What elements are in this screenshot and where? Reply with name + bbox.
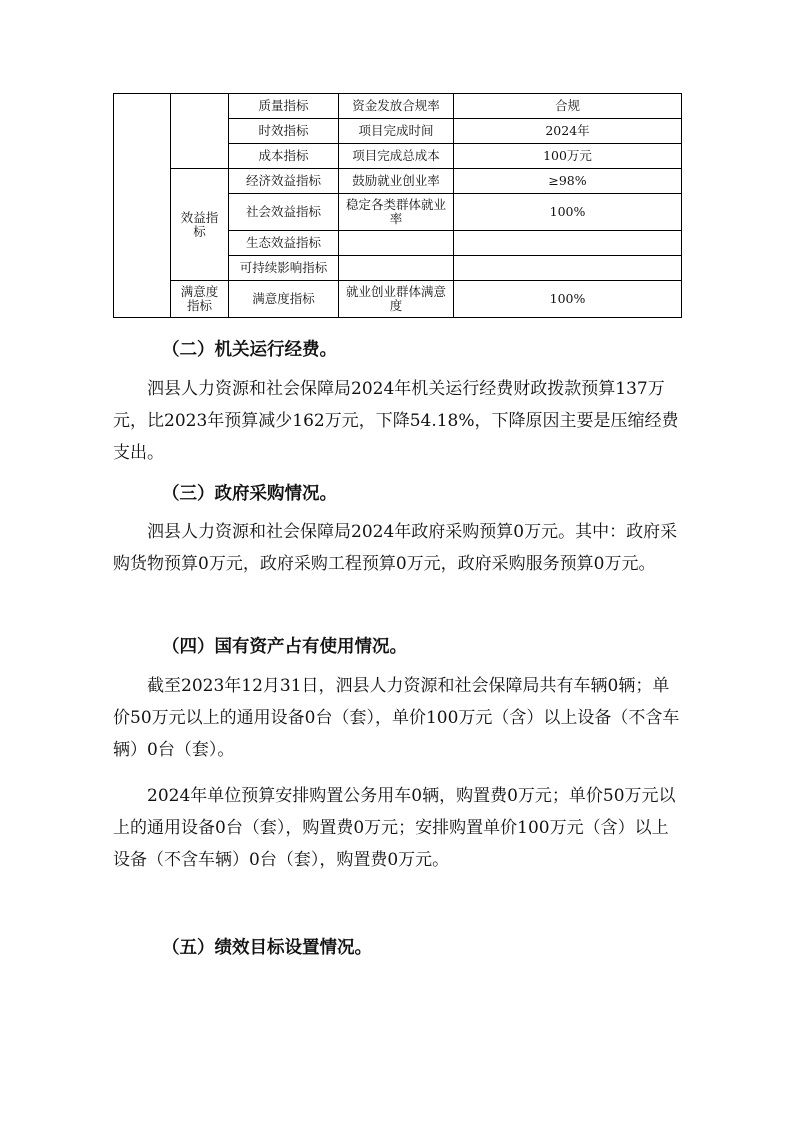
performance-indicator-table bbox=[113, 93, 682, 318]
table-cell-level0 bbox=[114, 94, 171, 318]
table-cell-level1 bbox=[171, 94, 229, 169]
table-cell-value: ≥98% bbox=[454, 169, 682, 194]
table-cell-level2: 生态效益指标 bbox=[229, 231, 339, 256]
table-cell-level3: 资金发放合规率 bbox=[339, 94, 454, 119]
table-row bbox=[114, 94, 682, 119]
table-cell-value bbox=[454, 231, 682, 256]
paragraph-state-assets-1: 截至2023年12月31日，泗县人力资源和社会保障局共有车辆0辆；单价50万元以上的通用设备0台（套），单价100万元（含）以上设备（不含车辆）0台（套）。 bbox=[113, 676, 680, 760]
table-cell-level2: 成本指标 bbox=[229, 144, 339, 169]
table-cell-value: 100% bbox=[454, 194, 682, 231]
table-cell-value: 100% bbox=[454, 281, 682, 318]
table-cell-level2: 质量指标 bbox=[229, 94, 339, 119]
table-cell-level2: 社会效益指标 bbox=[229, 194, 339, 231]
table-cell-level2: 可持续影响指标 bbox=[229, 256, 339, 281]
table-cell-value: 100万元 bbox=[454, 144, 682, 169]
paragraph-procurement: 泗县人力资源和社会保障局2024年政府采购预算0万元。其中：政府采购货物预算0万元，政府采购工程预算0万元，政府采购服务预算0万元。 bbox=[113, 522, 678, 574]
table-cell-level2: 经济效益指标 bbox=[229, 169, 339, 194]
satisfaction-indicator-label: 满意度指标 bbox=[171, 281, 229, 318]
table-row bbox=[114, 281, 682, 318]
table-cell-level2: 时效指标 bbox=[229, 119, 339, 144]
paragraph-operating-expenses: 泗县人力资源和社会保障局2024年机关运行经费财政拨款预算137万元，比2023年预算减少162万元，下降54.18%，下降原因主要是压缩经费支出。 bbox=[113, 379, 679, 463]
table-cell-value: 合规 bbox=[454, 94, 682, 119]
section-heading-operating-expenses: （二）机关运行经费。 bbox=[162, 340, 337, 360]
table-cell-value bbox=[454, 256, 682, 281]
table-cell-level3: 项目完成总成本 bbox=[339, 144, 454, 169]
table-cell-level3: 稳定各类群体就业率 bbox=[339, 194, 454, 231]
table-cell-level3 bbox=[339, 256, 454, 281]
section-heading-procurement: （三）政府采购情况。 bbox=[162, 484, 337, 504]
section-heading-state-assets: （四）国有资产占有使用情况。 bbox=[162, 637, 407, 657]
table-cell-level3: 项目完成时间 bbox=[339, 119, 454, 144]
table-cell-level2: 满意度指标 bbox=[229, 281, 339, 318]
table-row bbox=[114, 169, 682, 194]
benefit-indicator-label: 效益指标 bbox=[171, 169, 229, 281]
table-cell-level3: 就业创业群体满意度 bbox=[339, 281, 454, 318]
table-cell-level3: 鼓励就业创业率 bbox=[339, 169, 454, 194]
table-cell-value: 2024年 bbox=[454, 119, 682, 144]
section-heading-performance-goals: （五）绩效目标设置情况。 bbox=[162, 938, 372, 958]
paragraph-state-assets-2: 2024年单位预算安排购置公务用车0辆，购置费0万元；单价50万元以上的通用设备0台（套），购置费0万元；安排购置单价100万元（含）以上设备（不含车辆）0台（套），购置费0万元。 bbox=[113, 786, 676, 870]
table-cell-level3 bbox=[339, 231, 454, 256]
